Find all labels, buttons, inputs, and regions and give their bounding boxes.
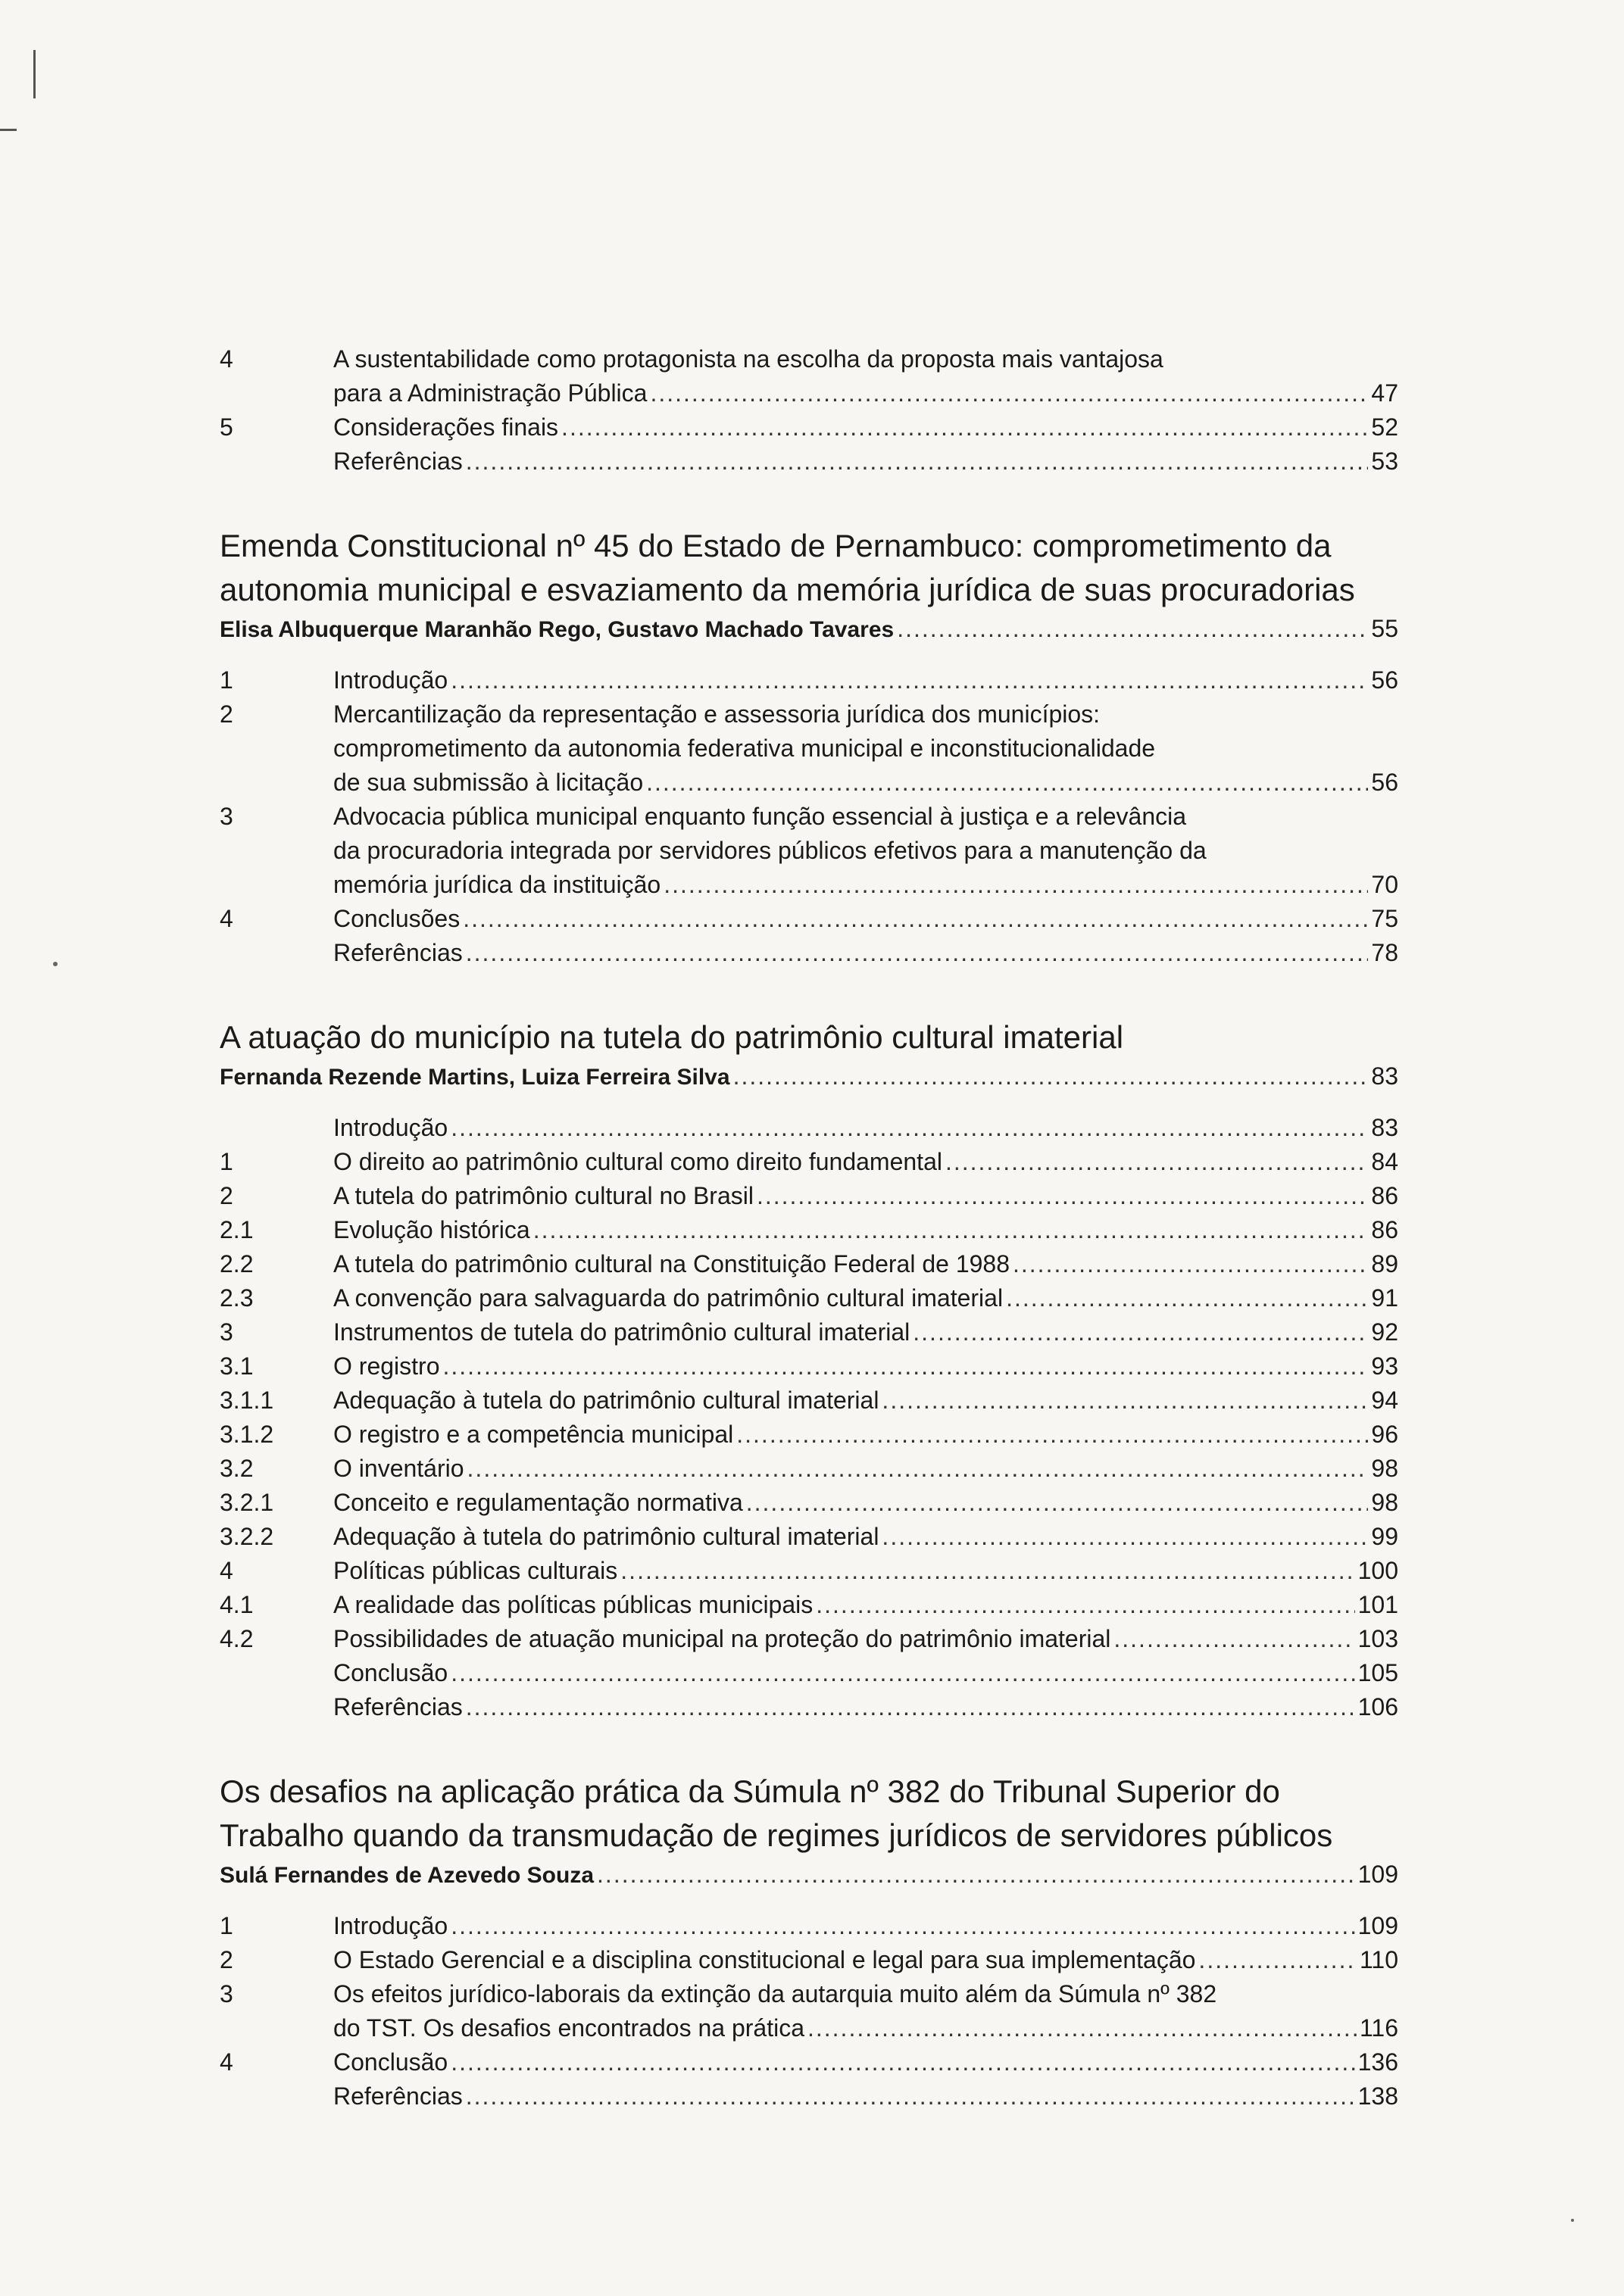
entry-title: Referências bbox=[333, 1693, 463, 1720]
toc-entry-line bbox=[220, 1247, 1398, 1281]
entry-number: 4 bbox=[220, 905, 233, 932]
page-number: 84 bbox=[1371, 1148, 1398, 1175]
page-number: 83 bbox=[1371, 1062, 1398, 1090]
page-number: 83 bbox=[1371, 1114, 1398, 1141]
entry-title: Conclusões bbox=[333, 905, 461, 932]
authors-gap bbox=[220, 1094, 1398, 1111]
entry-title: Referências bbox=[333, 2082, 463, 2110]
table-of-contents bbox=[220, 342, 1398, 2114]
toc-entry-line bbox=[220, 1622, 1398, 1656]
entry-number: 3.1.2 bbox=[220, 1421, 274, 1448]
leader-dots bbox=[451, 2045, 1354, 2079]
authors-text: Elisa Albuquerque Maranhão Rego, Gustavo Machado Tavares bbox=[220, 617, 895, 642]
toc-entry-line bbox=[220, 342, 1398, 376]
toc-entry-line bbox=[220, 445, 1398, 479]
page-number: 116 bbox=[1359, 2014, 1398, 2042]
entry-number: 1 bbox=[220, 1912, 233, 1939]
entry-title: Introdução bbox=[333, 1912, 448, 1939]
page-number: 99 bbox=[1371, 1523, 1398, 1550]
page-number: 86 bbox=[1371, 1182, 1398, 1209]
leader-dots bbox=[466, 2079, 1355, 2114]
toc-entry-line bbox=[220, 2079, 1398, 2114]
entry-number: 1 bbox=[220, 666, 233, 694]
leader-dots bbox=[466, 936, 1369, 970]
leader-dots bbox=[442, 1349, 1368, 1384]
toc-entry-line bbox=[220, 1281, 1398, 1315]
toc-section bbox=[220, 970, 1398, 1724]
entry-title: Adequação à tutela do patrimônio cultural imaterial bbox=[333, 1523, 879, 1550]
entry-title: Conclusão bbox=[333, 1659, 448, 1686]
entry-title: Conceito e regulamentação normativa bbox=[333, 1489, 743, 1516]
entry-number: 5 bbox=[220, 413, 233, 441]
leader-dots bbox=[451, 663, 1368, 697]
entry-title: comprometimento da autonomia federativa municipal e inconstitucionalidade bbox=[333, 735, 1156, 762]
entry-number: 4 bbox=[220, 1557, 233, 1584]
page-number: 109 bbox=[1357, 1912, 1398, 1939]
page-number: 98 bbox=[1371, 1455, 1398, 1482]
toc-entry-line bbox=[220, 1349, 1398, 1384]
entry-title: Políticas públicas culturais bbox=[333, 1557, 618, 1584]
entry-title: Adequação à tutela do patrimônio cultural imaterial bbox=[333, 1387, 879, 1414]
entry-number: 3 bbox=[220, 1318, 233, 1346]
leader-dots bbox=[620, 1554, 1354, 1588]
section-gap bbox=[220, 479, 1398, 524]
chapter-title: autonomia municipal e esvaziamento da memória jurídica de suas procuradorias bbox=[220, 572, 1355, 607]
entry-title: Introdução bbox=[333, 666, 448, 694]
chapter-title: Os desafios na aplicação prática da Súmula nº 382 do Tribunal Superior do bbox=[220, 1773, 1280, 1809]
entry-title: A sustentabilidade como protagonista na escolha da proposta mais vantajosa bbox=[333, 345, 1163, 373]
leader-dots bbox=[451, 1909, 1354, 1943]
page-number: 52 bbox=[1371, 413, 1398, 441]
leader-dots bbox=[597, 1858, 1355, 1892]
entry-number: 2 bbox=[220, 1182, 233, 1209]
page-number: 56 bbox=[1371, 666, 1398, 694]
entry-title: para a Administração Pública bbox=[333, 379, 648, 407]
chapter-title: A atuação do município na tutela do patrimônio cultural imaterial bbox=[220, 1019, 1124, 1055]
entry-title: Os efeitos jurídico-laborais da extinção da autarquia muito além da Súmula nº 382 bbox=[333, 1980, 1217, 2007]
leader-dots bbox=[882, 1520, 1368, 1554]
entry-number: 4 bbox=[220, 2048, 233, 2076]
toc-entry-line bbox=[220, 1977, 1398, 2011]
leader-dots bbox=[451, 1111, 1368, 1145]
leader-dots bbox=[945, 1145, 1368, 1179]
leader-dots bbox=[913, 1315, 1368, 1349]
toc-entry-line bbox=[220, 1179, 1398, 1213]
toc-entry-line bbox=[220, 868, 1398, 902]
toc-entry-line bbox=[220, 1656, 1398, 1690]
page-number: 75 bbox=[1371, 905, 1398, 932]
toc-entry-line bbox=[220, 697, 1398, 732]
leader-dots bbox=[650, 376, 1368, 410]
toc-entry-line bbox=[220, 834, 1398, 868]
entry-number: 3.2.2 bbox=[220, 1523, 274, 1550]
leader-dots bbox=[736, 1418, 1368, 1452]
toc-entry-line bbox=[220, 1690, 1398, 1724]
entry-title: O registro bbox=[333, 1352, 440, 1380]
page-number: 89 bbox=[1371, 1250, 1398, 1277]
leader-dots bbox=[466, 445, 1369, 479]
entry-number: 2.1 bbox=[220, 1216, 254, 1243]
leader-dots bbox=[733, 1059, 1369, 1093]
entry-title: A convenção para salvaguarda do patrimônio cultural imaterial bbox=[333, 1284, 1004, 1312]
leader-dots bbox=[816, 1588, 1354, 1622]
entry-number: 4.2 bbox=[220, 1625, 254, 1652]
leader-dots bbox=[746, 1486, 1369, 1520]
toc-entry-line bbox=[220, 902, 1398, 936]
leader-dots bbox=[1113, 1622, 1354, 1656]
entry-number: 3.2.1 bbox=[220, 1489, 274, 1516]
toc-entry-line bbox=[220, 1554, 1398, 1588]
chapter-authors bbox=[220, 1059, 1398, 1094]
entry-title: Considerações finais bbox=[333, 413, 559, 441]
toc-entry-line bbox=[220, 1384, 1398, 1418]
authors-text: Fernanda Rezende Martins, Luiza Ferreira Silva bbox=[220, 1065, 730, 1090]
authors-gap bbox=[220, 1892, 1398, 1909]
entry-title: Introdução bbox=[333, 1114, 448, 1141]
page-number: 100 bbox=[1357, 1557, 1398, 1584]
leader-dots bbox=[1198, 1943, 1357, 1977]
toc-entry-line bbox=[220, 1213, 1398, 1247]
leader-dots bbox=[467, 1452, 1369, 1486]
toc-section bbox=[220, 342, 1398, 479]
page-number: 70 bbox=[1371, 871, 1398, 898]
page-number: 110 bbox=[1359, 1946, 1398, 1973]
page-number: 94 bbox=[1371, 1387, 1398, 1414]
scan-edge-mark bbox=[0, 129, 17, 131]
page-number: 56 bbox=[1371, 769, 1398, 796]
entry-number: 3.1.1 bbox=[220, 1387, 274, 1414]
leader-dots bbox=[646, 766, 1368, 800]
entry-title: Evolução histórica bbox=[333, 1216, 530, 1243]
entry-title: de sua submissão à licitação bbox=[333, 769, 644, 796]
entry-number: 3.1 bbox=[220, 1352, 254, 1380]
toc-entry-line bbox=[220, 376, 1398, 410]
leader-dots bbox=[466, 1690, 1355, 1724]
section-gap bbox=[220, 1724, 1398, 1770]
entry-title: Instrumentos de tutela do patrimônio cultural imaterial bbox=[333, 1318, 910, 1346]
page-number: 136 bbox=[1357, 2048, 1398, 2076]
entry-number: 2.3 bbox=[220, 1284, 254, 1312]
toc-entry-line bbox=[220, 800, 1398, 834]
entry-title: Conclusão bbox=[333, 2048, 448, 2076]
entry-number: 3.2 bbox=[220, 1455, 254, 1482]
toc-entry-line bbox=[220, 2011, 1398, 2045]
chapter-title: Emenda Constitucional nº 45 do Estado de Pernambuco: comprometimento da bbox=[220, 528, 1332, 563]
leader-dots bbox=[664, 868, 1368, 902]
page-number: 98 bbox=[1371, 1489, 1398, 1516]
toc-entry-line bbox=[220, 1943, 1398, 1977]
page-number: 53 bbox=[1371, 448, 1398, 475]
toc-entry-line bbox=[220, 410, 1398, 445]
entry-title: O direito ao patrimônio cultural como direito fundamental bbox=[333, 1148, 942, 1175]
toc-entry-line bbox=[220, 1111, 1398, 1145]
page-number: 93 bbox=[1371, 1352, 1398, 1380]
entry-title: Advocacia pública municipal enquanto função essencial à justiça e a relevância bbox=[333, 803, 1187, 830]
page-number: 109 bbox=[1357, 1861, 1398, 1888]
chapter-authors bbox=[220, 1858, 1398, 1892]
page-number: 78 bbox=[1371, 939, 1398, 966]
toc-entry-line bbox=[220, 2045, 1398, 2079]
toc-entry-line bbox=[220, 1588, 1398, 1622]
section-gap bbox=[220, 970, 1398, 1015]
leader-dots bbox=[897, 612, 1368, 646]
toc-section bbox=[220, 1724, 1398, 2114]
toc-entry-line bbox=[220, 732, 1398, 766]
page-number: 101 bbox=[1357, 1591, 1398, 1618]
entry-number: 4.1 bbox=[220, 1591, 254, 1618]
chapter-title: Trabalho quando da transmudação de regimes jurídicos de servidores públicos bbox=[220, 1817, 1333, 1853]
toc-entry-line bbox=[220, 663, 1398, 697]
authors-gap bbox=[220, 647, 1398, 663]
entry-title: Referências bbox=[333, 448, 463, 475]
leader-dots bbox=[807, 2011, 1357, 2045]
page-number: 106 bbox=[1357, 1693, 1398, 1720]
toc-entry-line bbox=[220, 1452, 1398, 1486]
entry-title: Possibilidades de atuação municipal na proteção do patrimônio imaterial bbox=[333, 1625, 1111, 1652]
page-number: 47 bbox=[1371, 379, 1398, 407]
leader-dots bbox=[1006, 1281, 1368, 1315]
page-number: 91 bbox=[1371, 1284, 1398, 1312]
page-number: 92 bbox=[1371, 1318, 1398, 1346]
leader-dots bbox=[882, 1384, 1368, 1418]
leader-dots bbox=[451, 1656, 1354, 1690]
entry-number: 3 bbox=[220, 803, 233, 830]
page-number: 103 bbox=[1357, 1625, 1398, 1652]
entry-number: 1 bbox=[220, 1148, 233, 1175]
entry-number: 2 bbox=[220, 700, 233, 728]
chapter-authors bbox=[220, 612, 1398, 647]
entry-title: A tutela do patrimônio cultural na Constituição Federal de 1988 bbox=[333, 1250, 1010, 1277]
entry-title: A realidade das políticas públicas municipais bbox=[333, 1591, 814, 1618]
scan-edge-mark bbox=[33, 50, 36, 98]
entry-number: 2.2 bbox=[220, 1250, 254, 1277]
entry-title: A tutela do patrimônio cultural no Brasil bbox=[333, 1182, 754, 1209]
scan-speck bbox=[53, 962, 58, 966]
page-number: 138 bbox=[1357, 2082, 1398, 2110]
toc-entry-line bbox=[220, 766, 1398, 800]
leader-dots bbox=[757, 1179, 1368, 1213]
page-number: 105 bbox=[1357, 1659, 1398, 1686]
toc-entry-line bbox=[220, 936, 1398, 970]
page-number: 96 bbox=[1371, 1421, 1398, 1448]
entry-title: Mercantilização da representação e assessoria jurídica dos municípios: bbox=[333, 700, 1101, 728]
page-number: 55 bbox=[1371, 615, 1398, 642]
entry-title: Referências bbox=[333, 939, 463, 966]
toc-entry-line bbox=[220, 1520, 1398, 1554]
toc-entry-line bbox=[220, 1418, 1398, 1452]
entry-number: 2 bbox=[220, 1946, 233, 1973]
entry-number: 4 bbox=[220, 345, 233, 373]
toc-section bbox=[220, 479, 1398, 970]
leader-dots bbox=[463, 902, 1368, 936]
leader-dots bbox=[561, 410, 1368, 445]
entry-title: do TST. Os desafios encontrados na prática bbox=[333, 2014, 804, 2042]
entry-title: da procuradoria integrada por servidores públicos efetivos para a manutenção da bbox=[333, 837, 1207, 864]
authors-text: Sulá Fernandes de Azevedo Souza bbox=[220, 1863, 595, 1888]
entry-number: 3 bbox=[220, 1980, 233, 2007]
entry-title: O inventário bbox=[333, 1455, 464, 1482]
toc-entry-line bbox=[220, 1909, 1398, 1943]
entry-title: memória jurídica da instituição bbox=[333, 871, 661, 898]
leader-dots bbox=[533, 1213, 1369, 1247]
leader-dots bbox=[1013, 1247, 1368, 1281]
page-number: 86 bbox=[1371, 1216, 1398, 1243]
entry-title: O Estado Gerencial e a disciplina constitucional e legal para sua implementação bbox=[333, 1946, 1196, 1973]
toc-entry-line bbox=[220, 1145, 1398, 1179]
entry-title: O registro e a competência municipal bbox=[333, 1421, 734, 1448]
toc-entry-line bbox=[220, 1315, 1398, 1349]
scan-speck bbox=[1571, 2219, 1574, 2222]
toc-entry-line bbox=[220, 1486, 1398, 1520]
